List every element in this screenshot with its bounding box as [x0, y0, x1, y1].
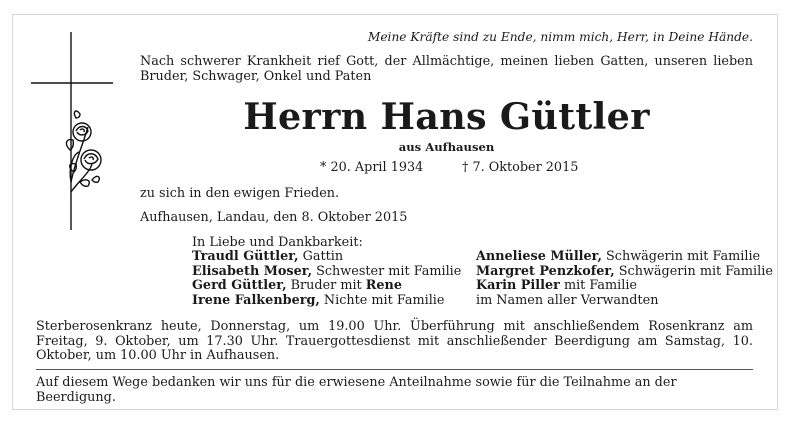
mourner-row: [192, 279, 461, 294]
mourner-row: [476, 294, 773, 309]
mourner-name: Karin Piller: [476, 278, 560, 293]
mourner-row: [476, 250, 773, 265]
mourner-relation: Schwester mit Familie: [312, 263, 462, 279]
birth-date: * 20. April 1934: [320, 160, 424, 175]
mourner-relation: Gattin: [298, 249, 344, 264]
mourner-row: [476, 265, 773, 280]
death-date: † 7. Oktober 2015: [462, 160, 579, 175]
deceased-name: Herrn Hans Güttler: [243, 95, 650, 138]
place-and-date: Aufhausen, Landau, den 8. Oktober 2015: [140, 210, 408, 225]
mourner-row: [476, 279, 773, 294]
mourner-row: [192, 265, 461, 280]
mourner-relation: im Namen aller Verwandten: [476, 292, 659, 308]
mourner-relation: Bruder mit: [286, 278, 366, 293]
mourner-relation: Schwägerin mit Familie: [614, 263, 773, 279]
divider: [36, 369, 753, 370]
mourner-relation: mit Familie: [559, 278, 638, 293]
mourner-name: Traudl Güttler,: [192, 249, 299, 264]
mourner-relation: Nichte mit Familie: [319, 292, 445, 308]
motto-quote: Meine Kräfte sind zu Ende, nimm mich, Herr, in Deine Hände.: [367, 30, 753, 44]
mourners-right-column: [476, 250, 773, 308]
peace-line: zu sich in den ewigen Frieden.: [140, 186, 340, 201]
intro-text: Nach schwerer Krankheit rief Gott, der Allmächtige, meinen lieben Gatten, unseren lieben Bruder, Schwager, Onkel und Paten: [140, 54, 753, 84]
mourner-name: Elisabeth Moser,: [192, 263, 313, 279]
mourner-name: Margret Penzkofer,: [476, 263, 615, 279]
mourner-name: Anneliese Müller,: [476, 249, 602, 264]
mourners-heading: In Liebe und Dankbarkeit:: [192, 235, 363, 250]
thanks-note: Auf diesem Wege bedanken wir uns für die erwiesene Anteilnahme sowie für die Teilnahme an der Beerdigung.: [36, 375, 677, 405]
mourner-relation: Schwägerin mit Familie: [601, 249, 761, 264]
mourner-row: [192, 294, 461, 309]
mourner-name: Rene: [365, 278, 402, 293]
cross-with-roses-icon: [30, 32, 114, 232]
deceased-origin: aus Aufhausen: [398, 140, 495, 154]
mourner-row: [192, 250, 461, 265]
mourners-left-column: [192, 250, 461, 308]
mourner-name: Irene Falkenberg,: [192, 292, 320, 308]
service-notice: Sterberosenkranz heute, Donnerstag, um 19.00 Uhr. Überführung mit anschließendem Rosenkranz am Freitag, 9. Oktober, um 17.30 Uhr. Trauergottesdienst mit anschließender Beerdigung am Samstag, 10. Oktober, um 10.00 Uhr in Aufhausen.: [36, 319, 753, 363]
mourner-name: Gerd Güttler,: [192, 278, 287, 293]
